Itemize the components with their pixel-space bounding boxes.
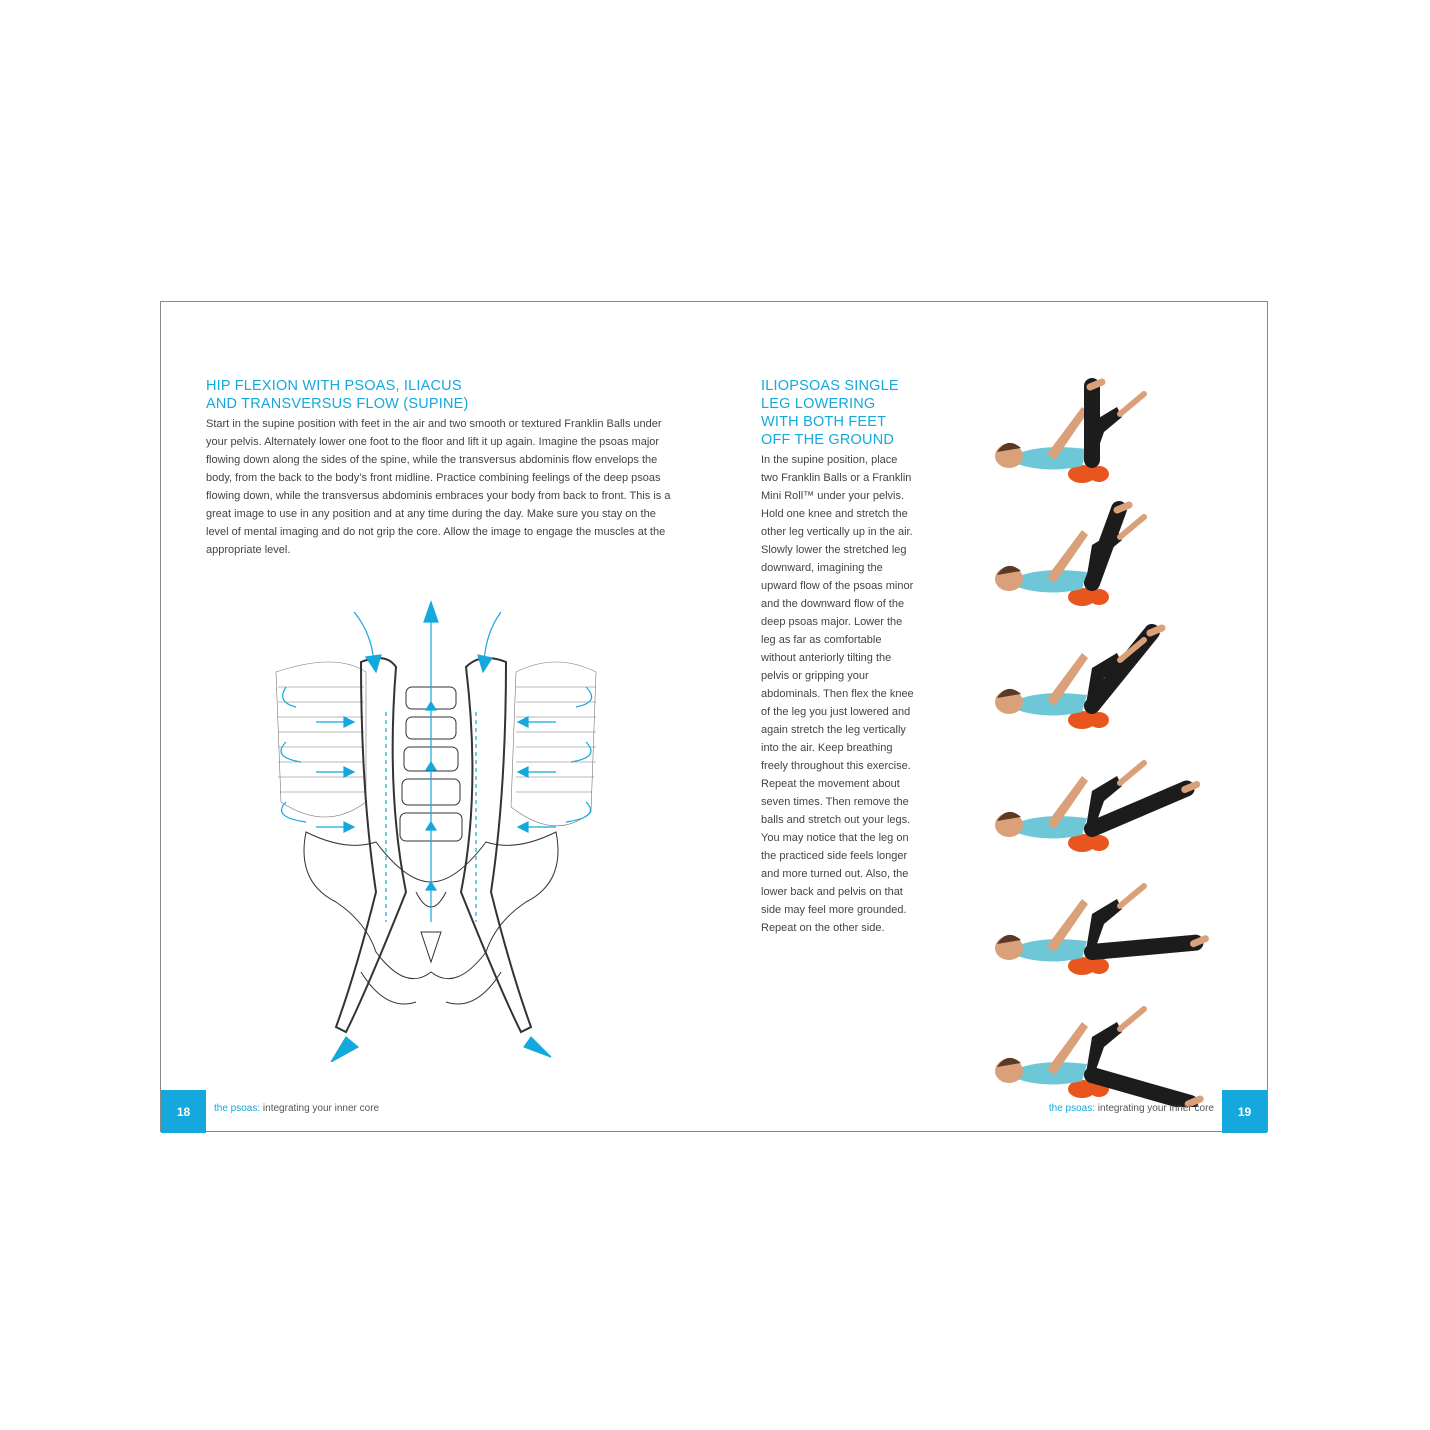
psoas-right [461,658,531,1032]
heading-line: WITH BOTH FEET [761,414,887,430]
running-footer-right [1049,1103,1214,1114]
exercise-photo [987,989,1217,1107]
flow-arrows [281,602,592,1062]
right-page-body: In the supine position, place two Franklin Balls or a Franklin Mini Roll™ under your pelvis. Hold one knee and stretch the other leg vertically up in the air. Slowly lower the stretched leg downward, imagining the upward flow of the psoas minor and the downward flow of the deep psoas major. Lower the leg as far as comfortable without anteriorly tilting the pelvis or gripping your abdominals. Then flex the knee of the leg you just lowered and again stretch the leg vertically into the air. Keep breathing freely throughout this exercise. Repeat the movement about seven times. Then remove the balls and stretch out your legs. You may notice that the leg on the practiced side feels longer and more turned out. Also, the lower back and pelvis on that side may feel more grounded. Repeat on the other side. [761,454,914,934]
exercise-photo [987,620,1217,738]
footer-accent: the psoas: [1048,1103,1096,1114]
transversus-right [511,662,596,826]
heading-line: OFF THE GROUND [761,432,895,448]
heading-line: ILIOPSOAS SINGLE [761,378,899,394]
footer-rest: integrating your inner core [260,1103,380,1114]
left-page-heading [206,377,626,413]
footer-rest: integrating your inner core [1095,1103,1214,1114]
page-number-left: 18 [161,1090,206,1133]
right-page-heading [761,377,921,449]
exercise-photo [987,743,1217,861]
heading-line: HIP FLEXION WITH PSOAS, ILIACUS [206,378,462,394]
transversus-left [276,662,366,817]
footer-accent: the psoas: [214,1103,261,1114]
page-number-right: 19 [1222,1090,1267,1133]
left-page-body: Start in the supine position with feet in the air and two smooth or textured Franklin Balls under your pelvis. Alternately lower one foot to the floor and lift it up again. Imagine the psoas major flowing down along the sides of the spine, while the transversus abdominis flow envelops the body, from the back to the body’s front midline. Practice combining feelings of the deep psoas flowing down, while the transversus abdominis embraces your body from back to front. This is a great image to use in any position and at any time during the day. Make sure you stay on the level of mental imaging and do not grip the core. Allow the image to engage the muscles at the appropriate level. [206,418,671,556]
psoas-anatomy-illustration [266,592,606,1062]
exercise-photo [987,497,1217,615]
book-spread [160,301,1268,1132]
heading-line: LEG LOWERING [761,396,876,412]
exercise-photo [987,866,1217,984]
exercise-photo-sequence [987,374,1217,1086]
running-footer-left [214,1103,379,1114]
heading-line: AND TRANSVERSUS FLOW (SUPINE) [206,396,469,412]
exercise-photo [987,374,1217,492]
